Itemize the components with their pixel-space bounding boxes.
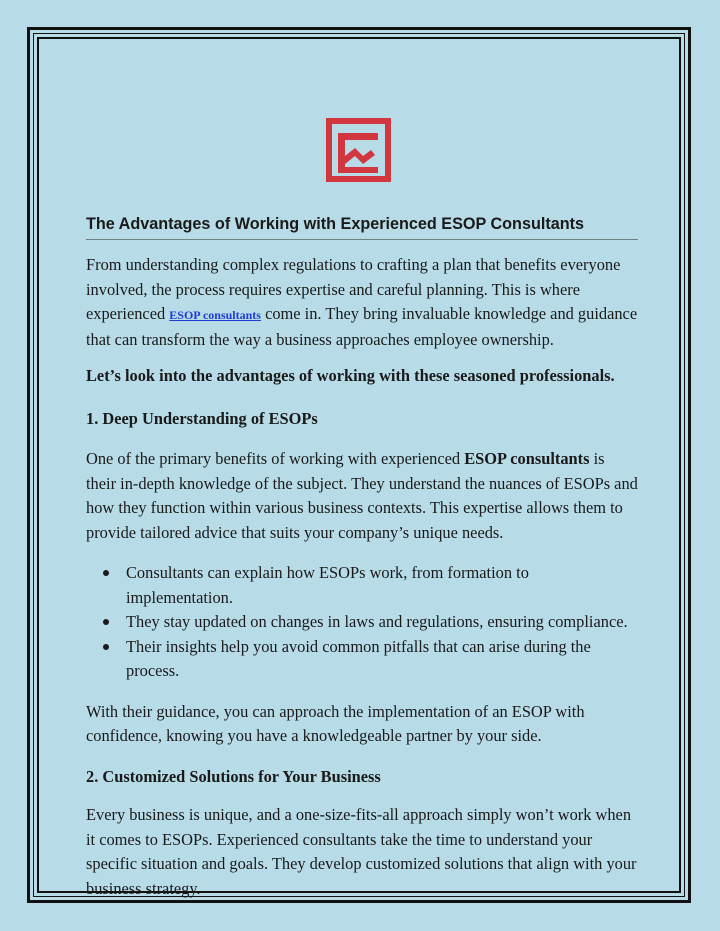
chart-line-logo-icon xyxy=(326,118,391,182)
section-1-bullet-list xyxy=(86,561,638,684)
section-2-paragraph: Every business is unique, and a one-size-fits-all approach simply won’t work when it comes to ESOPs. Experienced consultants take the time to understand your specific situation and goals. They develop customized solutions that align with your business strategy. xyxy=(86,805,637,898)
section-1-heading: 1. Deep Understanding of ESOPs xyxy=(86,408,318,428)
bullet-icon xyxy=(103,619,109,625)
esop-consultants-link[interactable]: ESOP consultants xyxy=(169,308,261,322)
bullet-icon xyxy=(103,570,109,576)
intro-text-end: come in. They bring invaluable knowledge and guidance that can transform the way a business approaches employee ownership. xyxy=(86,304,638,349)
lead-sentence: Let’s look into the advantages of working with these seasoned professionals. xyxy=(86,366,615,385)
intro-text-start: From understanding complex regulations to crafting a plan that benefits everyone involved, the process requires expertise and careful planning. This is where experienced xyxy=(86,255,621,323)
list-item xyxy=(86,561,638,610)
bullet-icon xyxy=(103,644,109,650)
section-1-bold-term: ESOP consultants xyxy=(464,449,590,468)
bullet-text: They stay updated on changes in laws and regulations, ensuring compliance. xyxy=(126,612,628,631)
bullet-text: Their insights help you avoid common pitfalls that can arise during the process. xyxy=(126,636,591,680)
section-1-text-start: One of the primary benefits of working with experienced xyxy=(86,449,465,468)
bullet-text: Consultants can explain how ESOPs work, from formation to implementation. xyxy=(126,563,529,607)
document-body xyxy=(86,215,638,901)
section-1-paragraph xyxy=(86,447,638,545)
section-1-closing: With their guidance, you can approach the implementation of an ESOP with confidence, knowing you have a knowledgeable partner by your side. xyxy=(86,701,585,745)
section-2-heading: 2. Customized Solutions for Your Business xyxy=(86,766,381,786)
section-1-text-end: is their in-depth knowledge of the subject. They understand the nuances of ESOPs and how they function within various business contexts. This expertise allows them to provide tailored advice that suits your company’s unique needs. xyxy=(86,449,638,542)
list-item xyxy=(86,610,638,635)
list-item xyxy=(86,635,638,684)
intro-paragraph xyxy=(86,253,638,352)
document-title: The Advantages of Working with Experienced ESOP Consultants xyxy=(86,215,638,240)
